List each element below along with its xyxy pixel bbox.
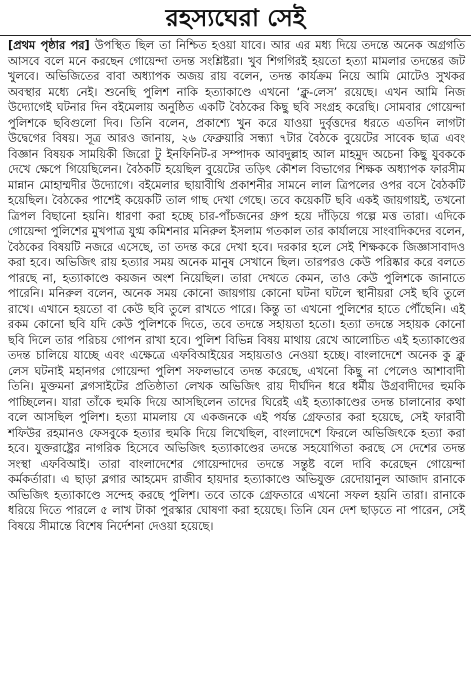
headline: রহস্যঘেরা সেই	[165, 3, 306, 32]
headline-rule	[0, 35, 471, 36]
article-paragraph	[8, 38, 465, 534]
continued-from-label: [প্রথম পৃষ্ঠার পর]	[8, 39, 90, 52]
article-body	[8, 38, 465, 687]
headline-block	[0, 2, 471, 36]
article-text: উপস্থিত ছিল তা নিশ্চিত হওয়া যাবে। আর এর মধ্য দিয়ে তদন্তে অনেক অগ্রগতি আসবে বলে মনে করছেন গোয়েন্দা তদন্ত সংশ্লিষ্টরা। খুব শিগগিরই হয়তো হত্যা মামলার তদন্তের জট খুলবে। অভিজিতের বাবা অধ্যাপক অজয় রায় বলেন, তদন্ত কার্যক্রম নিয়ে আমি মোটেও সুখকর অবস্থার মধ্যে নেই। শুনেছি পুলিশ নাকি হত্যাকাণ্ডে এখনো ‘ক্লু-লেস’ রয়েছে। এখন আমি নিজ উদ্যোগেই ঘটনার দিন বইমেলায় অনুষ্ঠিত একটি বৈঠকের কিছু ছবি সংগ্রহ করেছি। সোমবার গোয়েন্দা পুলিশকে ছবিগুলো দিব। তিনি বলেন, প্রকাশ্যে খুন করে যাওয়া দুর্বৃত্তদের ধরতে এতদিন লাগটা উদ্বেগের বিষয়। সূত্র আরও জানায়, ২৬ ফেব্রুয়ারি সন্ধ্যা ৭টার বৈঠকে বুয়েটের সাবেক ছাত্র এবং বিজ্ঞান বিষয়ক সাময়িকী জিরো টু ইনফিনিট-র সম্পাদক আবদুল্লাহ আল মাহমুদ অচেনা কিছু যুবককে দেখে ক্ষেপে গিয়েছিলেন। বৈঠকটি হয়েছিল বুয়েটের তড়িৎ কৌশল বিভাগের শিক্ষক অধ্যাপক ফারসীম মান্নান মোহাম্মদীর উদ্যোগে। বইমেলার ছায়াবীথি প্রকাশনীর সামনে লাল ত্রিপলের ওপর বসে বৈঠকটি হয়েছিল। বৈঠকের পাশেই কয়েকটি তাল গাছ দেখা গেছে। তবে কয়েকটি ছবি একই জায়গায়ই, তখনো ত্রিপল বিছানো হয়নি। ধারণা করা হচ্ছে চার-পাঁচজনের গ্রুপ হয়ে দাঁড়িয়ে গল্পে মত্ত তারা। এদিকে গোয়েন্দা পুলিশের মুখপাত্র যুগ্ম কমিশনার মনিরুল ইসলাম গতকাল তার কার্যালয়ে সাংবাদিকদের বলেন, বৈঠকের বিষয়টি নজরে এসেছে, তা তদন্ত করে দেখা হবে। দরকার হলে সেই শিক্ষককে জিজ্ঞাসাবাদও করা হবে। অভিজিৎ রায় হত্যার সময় অনেক মানুষ সেখানে ছিল। তারপরও কেউ পরিষ্কার করে বলতে পারছে না, হত্যাকাণ্ডে কয়জন অংশ নিয়েছিল। তারা দেখতে কেমন, তাও কেউ পুলিশকে জানাতে পারেনি। মনিরুল বলেন, অনেক সময় কোনো জায়গায় কোনো ঘটনা ঘটলে স্থানীয়রা সেই ছবি তুলে রাখে। এখানে হয়তো বা কেউ ছবি তুলে রাখতে পারে। কিন্তু তা এখনো পুলিশের হাতে পৌঁছেনি। এই রকম কোনো ছবি যদি কেউ পুলিশকে দিতে, তবে তদন্তে সহায়তা হতো। হত্যা তদন্তে সহায়ক কোনো ছবি দিলে তার পরিচয় গোপন রাখা হবে। পুলিশ বিভিন্ন বিষয় মাথায় রেখে আলোচিত এই হত্যাকাণ্ডের তদন্ত চালিয়ে যাচ্ছে এবং এক্ষেত্রে এফবিআইয়ের সহায়তাও নেওয়া হচ্ছে। বাংলাদেশে অনেক কু ক্লু লেস ঘটনাই মহানগর গোয়েন্দা পুলিশ সফলভাবে তদন্ত করেছে, এখনো কিছু না পেলেও আশাবাদী তিনি। মুক্তমনা ব্লগসাইটের প্রতিষ্ঠাতা লেখক অভিজিৎ রায় দীর্ঘদিন ধরে ধর্মীয় উগ্রবাদীদের হুমকি পাচ্ছিলেন। যারা তাঁকে হুমকি দিয়ে আসছিলেন তাদের ঘিরেই এই হত্যাকাণ্ডের তদন্ত চালানোর কথা বলে আসছিল পুলিশ। হত্যা মামলায় যে একজনকে এই পর্যন্ত গ্রেফতার করা হয়েছে, সেই ফারাবী শফিউর রহমানও ফেসবুকে হত্যার হুমকি দিয়ে লিখেছিল, বাংলাদেশে ফিরলে অভিজিৎকে হত্যা করা হবে। যুক্তরাষ্ট্রের নাগরিক হিসেবে অভিজিৎ হত্যাকাণ্ডের তদন্তে সহযোগিতা করছে সে দেশের তদন্ত সংস্থা এফবিআই। তারা বাংলাদেশের গোয়েন্দাদের তদন্তে সন্তুষ্ট বলে দাবি করেছেন গোয়েন্দা কর্মকর্তারা। এ ছাড়া ব্লগার আহমেদ রাজীব হায়দার হত্যাকাণ্ডে অভিযুক্ত রেদোয়ানুল আজাদ রানাকে অভিজিৎ হত্যাকাণ্ডে সন্দেহ করছে পুলিশ। তবে তাকে গ্রেফতারে এখনো সফল হয়নি তারা। রানাকে ধরিয়ে দিতে পারলে ৫ লাখ টাকা পুরস্কার ঘোষণা করা হয়েছে। তিনি যেন দেশ ছাড়তে না পারেন, সেই বিষয়ে সীমান্তে বিশেষ নির্দেশনা দেওয়া হয়েছে।	[8, 39, 465, 533]
